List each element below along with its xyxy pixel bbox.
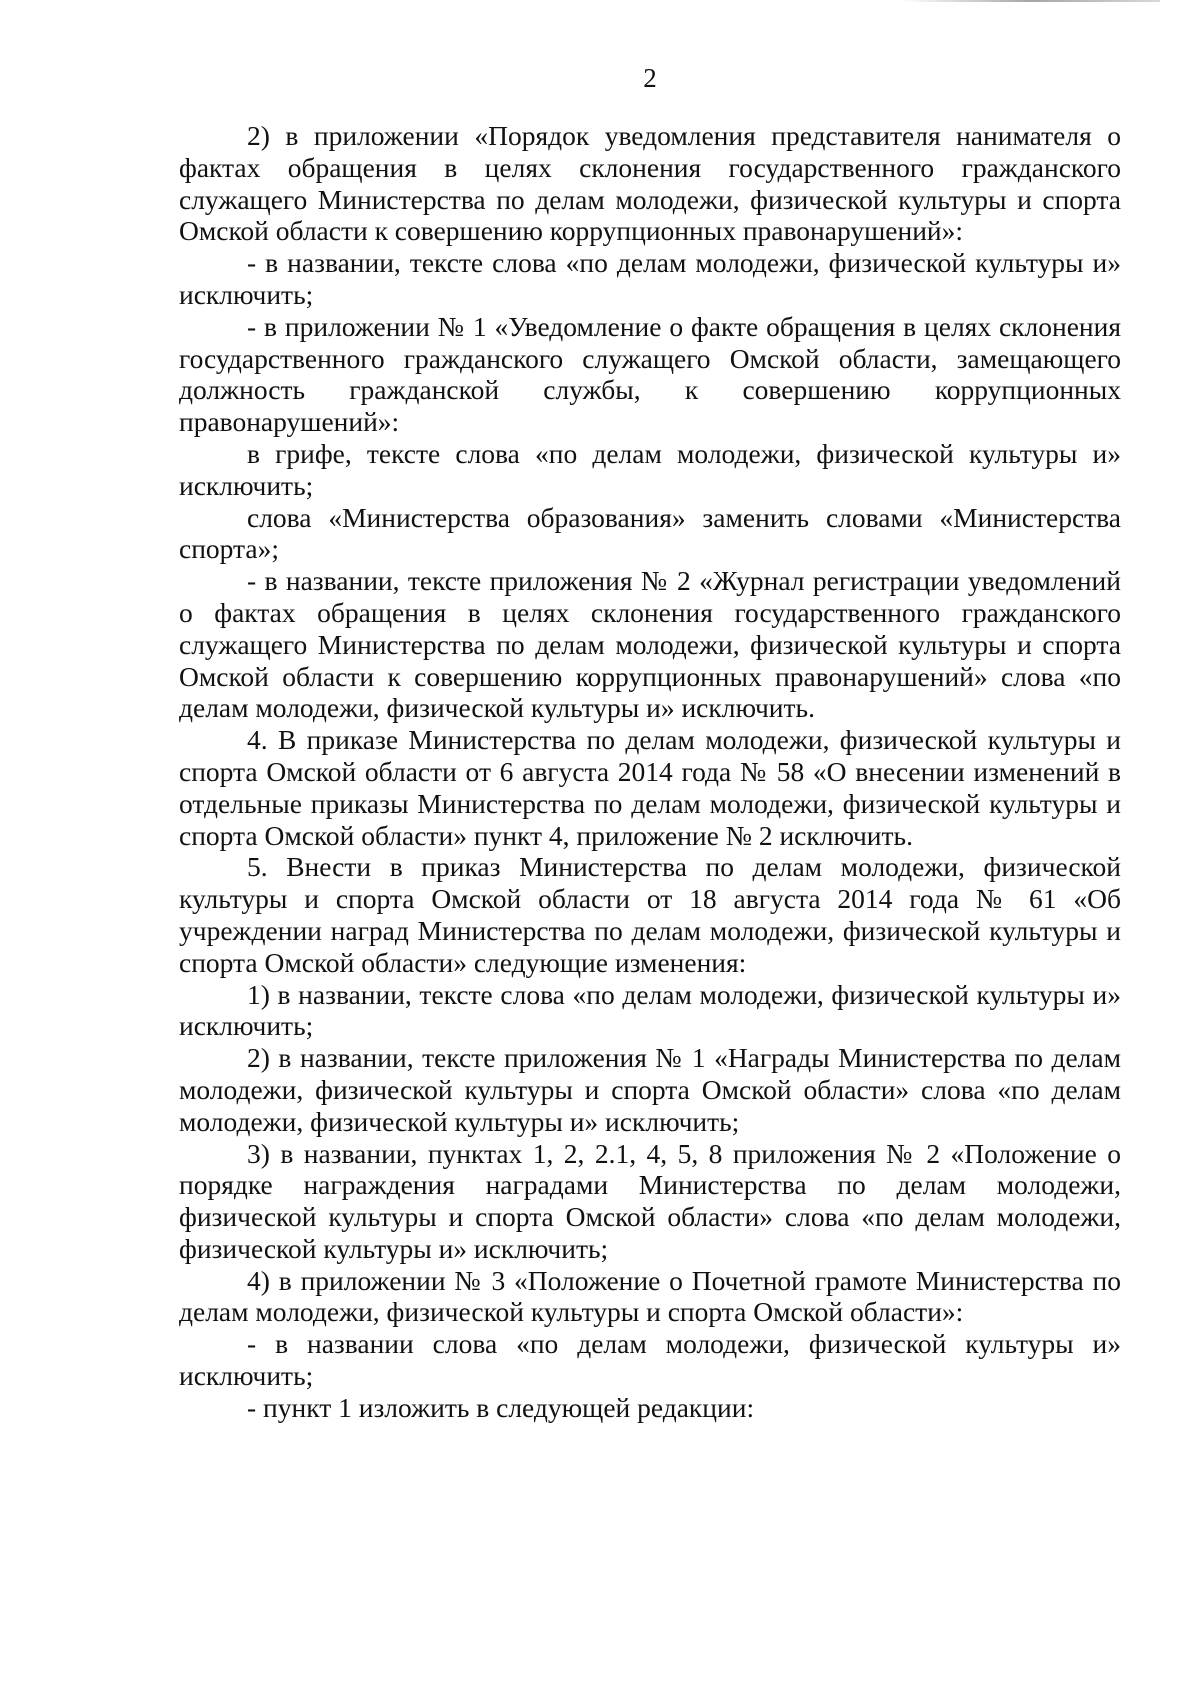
paragraph-subitem-5-2: 2) в названии, тексте приложения № 1 «Награды Министерства по делам молодежи, физической культуры и спорта Омской области» слова «по делам молодежи, физической культуры и» исключить;	[179, 1042, 1121, 1137]
paragraph-subitem-5-4-title: - в названии слова «по делам молодежи, физической культуры и» исключить;	[179, 1328, 1121, 1392]
paragraph-subitem-5-4: 4) в приложении № 3 «Положение о Почетной грамоте Министерства по делам молодежи, физической культуры и спорта Омской области»:	[179, 1264, 1121, 1328]
paragraph-item-2-notification-procedure: 2) в приложении «Порядок уведомления представителя нанимателя о фактах обращения в целях склонения государственного гражданского служащего Министерства по делам молодежи, физической культуры и спорта Омской области к совершению коррупционных правонарушений»:	[179, 120, 1121, 247]
scan-edge-line	[900, 0, 1160, 2]
paragraph-subitem-appendix-1: - в приложении № 1 «Уведомление о факте обращения в целях склонения государственного гражданского служащего Омской области, замещающего должность гражданской службы, к совершению коррупционных правонарушений»:	[179, 310, 1121, 438]
paragraph-item-5: 5. Внести в приказ Министерства по делам молодежи, физической культуры и спорта Омской области от 18 августа 2014 года № 61 «Об учреждении наград Министерства по делам молодежи, физической культуры и спорта Омской области» следующие изменения:	[179, 851, 1121, 978]
paragraph-subitem-appendix-2: - в названии, тексте приложения № 2 «Журнал регистрации уведомлений о фактах обращения в целях склонения государственного гражданского служащего Министерства по делам молодежи, физической культуры и спорта Омской области к совершению коррупционных правонарушений» слова «по делам молодежи, физической культуры и» исключить.	[179, 565, 1121, 724]
paragraph-item-4: 4. В приказе Министерства по делам молодежи, физической культуры и спорта Омской области от 6 августа 2014 года № 58 «О внесении изменений в отдельные приказы Министерства по делам молодежи, физической культуры и спорта Омской области» пункт 4, приложение № 2 исключить.	[179, 724, 1121, 851]
paragraph-subitem-5-4-point-1: - пункт 1 изложить в следующей редакции:	[247, 1391, 755, 1423]
paragraph-subitem-5-1: 1) в названии, тексте слова «по делам молодежи, физической культуры и» исключить;	[179, 978, 1121, 1042]
page-number: 2	[643, 63, 657, 93]
paragraph-subitem-title-text: - в названии, тексте слова «по делам молодежи, физической культуры и» исключить;	[179, 247, 1121, 310]
document-body	[179, 120, 1121, 1424]
paragraph-replace-words: слова «Министерства образования» заменить словами «Министерства спорта»;	[179, 501, 1121, 565]
paragraph-stamp-text: в грифе, тексте слова «по делам молодежи, физической культуры и» исключить;	[179, 437, 1121, 501]
paragraph-subitem-5-3: 3) в названии, пунктах 1, 2, 2.1, 4, 5, 8 приложения № 2 «Положение о порядке награждения наградами Министерства по делам молодежи, физической культуры и спорта Омской области» слова «по делам молодежи, физической культуры и» исключить;	[179, 1137, 1121, 1264]
